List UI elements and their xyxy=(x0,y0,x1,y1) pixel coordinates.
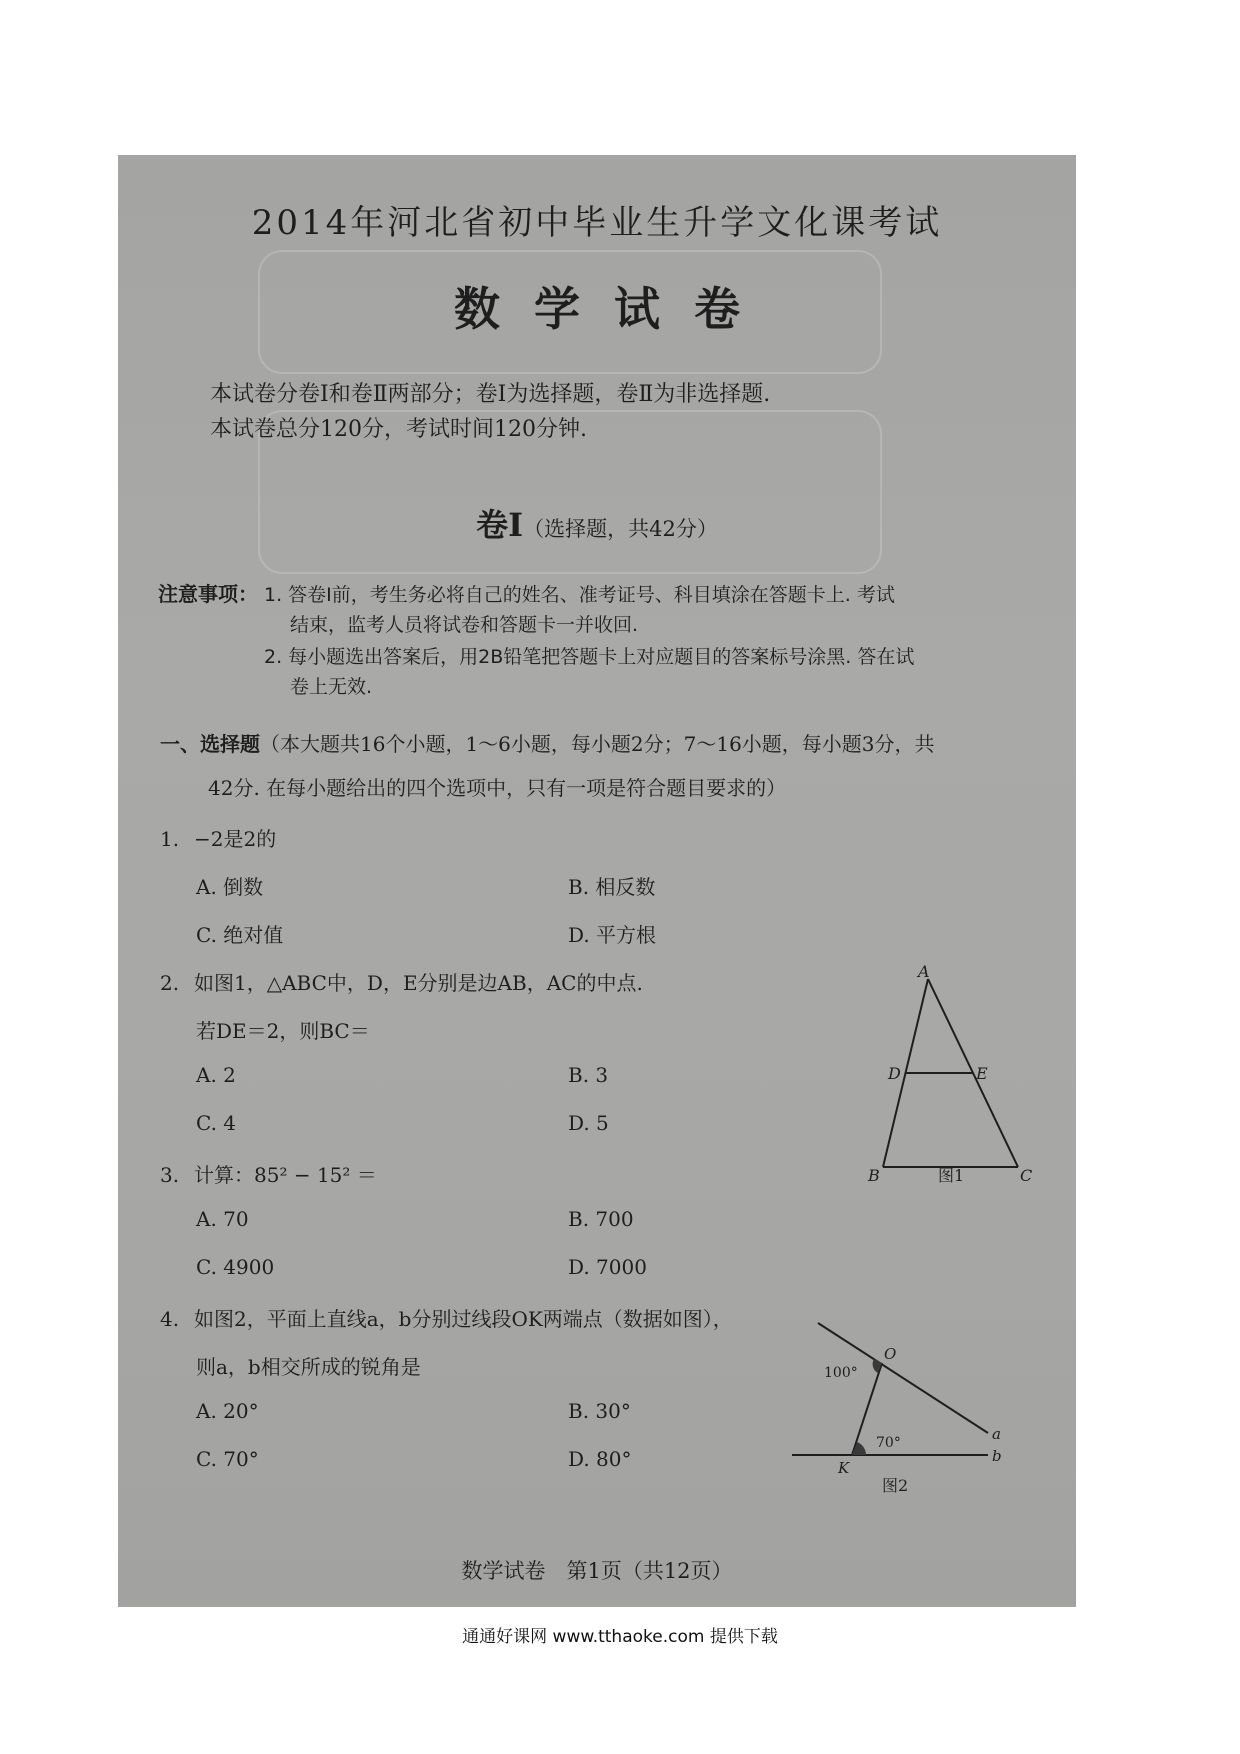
question-4-option-a: A. 20° xyxy=(196,1399,259,1423)
question-4-option-b: B. 30° xyxy=(568,1399,631,1423)
label-o: O xyxy=(884,1345,897,1363)
question-1-option-d: D. 平方根 xyxy=(568,923,657,947)
exam-paper xyxy=(118,155,1076,1607)
exam-title: 2014年河北省初中毕业生升学文化课考试 xyxy=(251,203,943,243)
notice-item-2-line-2: 卷上无效. xyxy=(290,676,373,698)
question-3-text: 计算：85² − 15² ＝ xyxy=(194,1163,377,1187)
question-2-option-c: C. 4 xyxy=(196,1111,237,1135)
question-4-stem-2: 则a，b相交所成的锐角是 xyxy=(196,1355,421,1379)
download-source-note: 通通好课网 www.tthaoke.com 提供下载 xyxy=(462,1627,778,1647)
question-3-option-a: A. 70 xyxy=(196,1207,249,1231)
question-2-number: 2. xyxy=(160,971,180,995)
question-1-option-c: C. 绝对值 xyxy=(196,923,284,947)
label-k: K xyxy=(838,1459,850,1477)
part-desc-line-2: 42分. 在每小题给出的四个选项中，只有一项是符合题目要求的） xyxy=(208,776,787,800)
figure-1-caption: 图1 xyxy=(938,1166,965,1185)
angle-70-label: 70° xyxy=(876,1435,901,1451)
figure-1-triangle xyxy=(838,965,1038,1185)
section-heading xyxy=(118,500,1076,546)
question-4-number: 4. xyxy=(160,1307,180,1331)
question-4-text: 如图2，平面上直线a，b分别过线段OK两端点（数据如图）， xyxy=(194,1307,733,1331)
notice-label: 注意事项： xyxy=(158,582,258,606)
section-name: 卷Ⅰ xyxy=(476,506,524,544)
question-3-number: 3. xyxy=(160,1163,180,1187)
intro-line-1: 本试卷分卷Ⅰ和卷Ⅱ两部分；卷Ⅰ为选择题，卷Ⅱ为非选择题. xyxy=(210,382,771,407)
notice-item-1-line-1: 1. 答卷Ⅰ前，考生务必将自己的姓名、准考证号、科目填涂在答题卡上. 考试 xyxy=(264,584,895,606)
section-note: （选择题，共42分） xyxy=(523,517,718,541)
question-2-option-b: B. 3 xyxy=(568,1063,609,1087)
question-4-option-c: C. 70° xyxy=(196,1447,259,1471)
label-d: D xyxy=(888,1064,901,1083)
question-2-option-a: A. 2 xyxy=(196,1063,236,1087)
label-b: B xyxy=(868,1166,880,1185)
part-heading xyxy=(160,728,935,757)
question-3-option-d: D. 7000 xyxy=(568,1255,647,1279)
angle-100-label: 100° xyxy=(824,1365,858,1381)
question-1-stem xyxy=(160,823,276,852)
question-1-text: −2是2的 xyxy=(194,827,277,851)
label-c: C xyxy=(1020,1166,1033,1185)
question-1-option-a: A. 倒数 xyxy=(196,875,264,899)
question-3-option-c: C. 4900 xyxy=(196,1255,275,1279)
question-2-stem-2: 若DE＝2，则BC＝ xyxy=(196,1019,370,1043)
question-2-option-d: D. 5 xyxy=(568,1111,609,1135)
question-4-stem xyxy=(160,1303,733,1332)
question-2-text: 如图1，△ABC中，D，E分别是边AB，AC的中点. xyxy=(194,971,643,995)
question-3-stem xyxy=(160,1159,377,1188)
angle-mark-o xyxy=(873,1359,882,1373)
question-3-option-b: B. 700 xyxy=(568,1207,634,1231)
notice-item-2-line-1: 2. 每小题选出答案后，用2B铅笔把答题卡上对应题目的答案标号涂黑. 答在试 xyxy=(264,646,915,668)
label-b-line: b xyxy=(992,1447,1002,1465)
question-1-option-b: B. 相反数 xyxy=(568,875,656,899)
intro-line-2: 本试卷总分120分，考试时间120分钟. xyxy=(210,417,587,442)
part-title: 一、选择题 xyxy=(160,732,260,756)
question-1-number: 1. xyxy=(160,827,180,851)
figure-2-lines xyxy=(788,1315,1028,1515)
question-4-option-d: D. 80° xyxy=(568,1447,632,1471)
label-e: E xyxy=(976,1064,988,1083)
figure-2-caption: 图2 xyxy=(882,1476,909,1495)
label-a-line: a xyxy=(992,1425,1001,1443)
label-a: A xyxy=(918,965,930,981)
question-2-stem xyxy=(160,967,643,996)
part-desc-line-1: （本大题共16个小题，1～6小题，每小题2分；7～16小题，每小题3分，共 xyxy=(260,732,935,756)
subject-title: 数学试卷 xyxy=(454,282,774,336)
page-footer: 数学试卷 第1页（共12页） xyxy=(461,1559,733,1583)
notice-item-1-line-2: 结束，监考人员将试卷和答题卡一并收回. xyxy=(290,614,639,636)
